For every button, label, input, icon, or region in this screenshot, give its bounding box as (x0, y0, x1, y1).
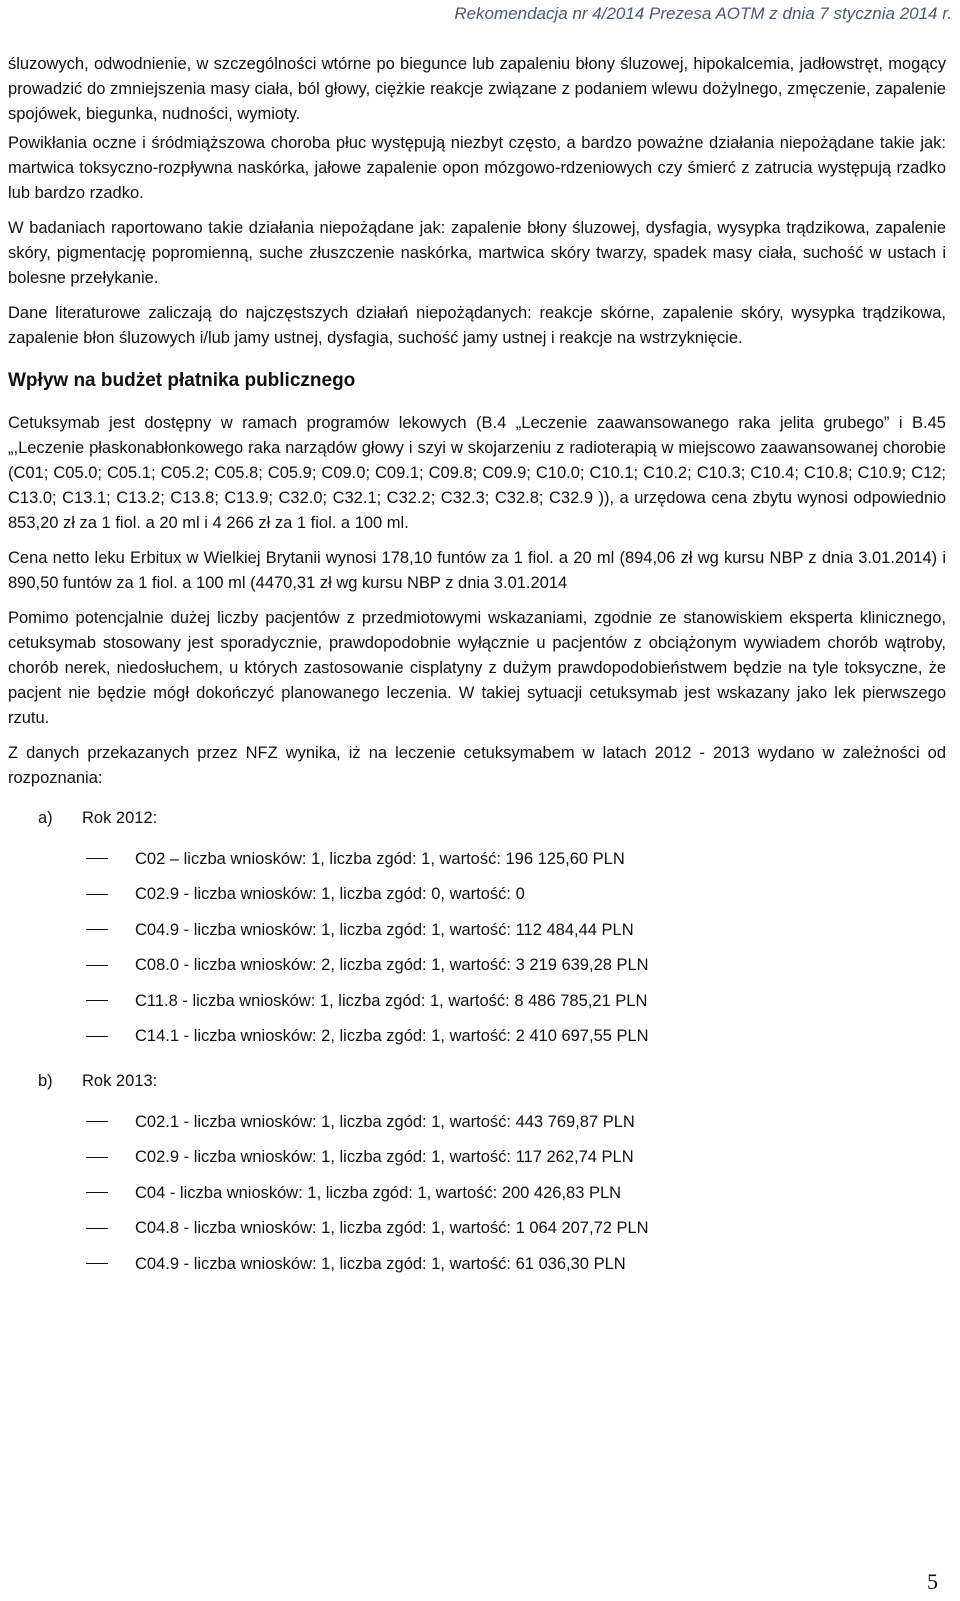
page-header: Rekomendacja nr 4/2014 Prezesa AOTM z dnia 7 stycznia 2014 r. (454, 4, 952, 23)
dash-bullet (86, 1157, 108, 1158)
list-marker: b) (38, 1072, 53, 1090)
list-item (8, 1211, 946, 1247)
year-item-2013 (8, 1068, 946, 1094)
dash-bullet (86, 1000, 108, 1001)
dash-bullet (86, 1192, 108, 1193)
dash-list-2012 (8, 841, 946, 1054)
list-item (8, 1019, 946, 1055)
list-item (8, 1175, 946, 1211)
dash-bullet (86, 858, 108, 859)
section-heading: Wpływ na budżet płatnika publicznego (8, 370, 356, 391)
list-item (8, 1246, 946, 1282)
paragraph-study-reports: W badaniach raportowano takie działania niepożądane jak: zapalenie błony śluzowej, dysfagia, wysypka trądzikowa, zapalenie skóry, pigmentację popromienną, suche złuszczenie naskórka, martwica skóry twarzy, spadek masy ciała, suchość w ustach i bolesne przełykanie. (8, 219, 946, 287)
page-number: 5 (927, 1569, 938, 1594)
list-marker: a) (38, 809, 53, 827)
list-item-text: C02.1 - liczba wniosków: 1, liczba zgód: 1, wartość: 443 769,87 PLN (135, 1112, 635, 1131)
dash-bullet (86, 1036, 108, 1037)
list-item (8, 877, 946, 913)
list-item (8, 1140, 946, 1176)
list-item-text: C11.8 - liczba wniosków: 1, liczba zgód: 1, wartość: 8 486 785,21 PLN (135, 991, 648, 1010)
list-item-text: C04.8 - liczba wniosków: 1, liczba zgód: 1, wartość: 1 064 207,72 PLN (135, 1219, 649, 1238)
list-item (8, 912, 946, 948)
list-item (8, 948, 946, 984)
list-item (8, 841, 946, 877)
list-item-text: C14.1 - liczba wniosków: 2, liczba zgód: 1, wartość: 2 410 697,55 PLN (135, 1027, 649, 1046)
list-item-text: C04.9 - liczba wniosków: 1, liczba zgód: 1, wartość: 61 036,30 PLN (135, 1254, 626, 1273)
list-item-text: C02 – liczba wniosków: 1, liczba zgód: 1, wartość: 196 125,60 PLN (135, 849, 625, 868)
list-item-text: C04 - liczba wniosków: 1, liczba zgód: 1, wartość: 200 426,83 PLN (135, 1183, 622, 1202)
paragraph-expert-opinion: Pomimo potencjalnie dużej liczby pacjentów z przedmiotowymi wskazaniami, zgodnie ze stanowiskiem eksperta klinicznego, cetuksymab stosowany jest sporadycznie, prawdopodobnie wyłącznie u pacjentów z obciążonym wywiadem chorób wątroby, chorób nerek, niedosłuchem, u których zastosowanie cisplatyny z dużym prawdopodobieństwem będzie na tyle toksyczne, że pacjent nie będzie mógł dokończyć planowanego leczenia. W takiej sytuacji cetuksymab jest wskazany jako lek pierwszego rzutu. (8, 609, 946, 727)
paragraph-eye-complications: Powikłania oczne i śródmiąższowa choroba płuc występują niezbyt często, a bardzo poważne działania niepożądane takie jak: martwica toksyczno-rozpływna naskórka, jałowe zapalenie opon mózgowo-rdzeniowych czy śmierć z zatrucia występują rzadko lub bardzo rzadko. (8, 134, 946, 202)
dash-bullet (86, 1228, 108, 1229)
year-label: Rok 2012: (82, 809, 158, 827)
year-label: Rok 2013: (82, 1072, 158, 1090)
paragraph-adverse-effects-continued: śluzowych, odwodnienie, w szczególności wtórne po biegunce lub zapaleniu błony śluzowej, hipokalcemia, jadłowstręt, mogący prowadzić do zmniejszenia masy ciała, ból głowy, ciężkie reakcje związane z podaniem wlewu dożylnego, zmęczenie, zapalenie spojówek, biegunka, nudności, wymioty. (8, 55, 946, 123)
paragraph-availability: Cetuksymab jest dostępny w ramach programów lekowych (B.4 „Leczenie zaawansowanego raka jelita grubego” i B.45 „,Leczenie płaskonabłonkowego raka narządów głowy i szyi w skojarzeniu z radioterapią w miejscowo zaawansowanej chorobie (C01; C05.0; C05.1; C05.2; C05.8; C05.9; C09.0; C09.1; C09.8; C09.9; C10.0; C10.1; C10.2; C10.3; C10.4; C10.8; C10.9; C12; C13.0; C13.1; C13.2; C13.8; C13.9; C32.0; C32.1; C32.2; C32.3; C32.8; C32.9 )), a urzędowa cena zbytu wynosi odpowiednio 853,20 zł za 1 fiol. a 20 ml i 4 266 zł za 1 fiol. a 100 ml. (8, 414, 946, 532)
dash-bullet (86, 1263, 108, 1264)
dash-list-2013 (8, 1104, 946, 1282)
dash-bullet (86, 894, 108, 895)
dash-bullet (86, 965, 108, 966)
year-item-2012 (8, 805, 946, 831)
paragraph-nfz-data: Z danych przekazanych przez NFZ wynika, iż na leczenie cetuksymabem w latach 2012 - 2013 wydano w zależności od rozpoznania: (8, 744, 946, 787)
year-list (8, 805, 946, 1282)
paragraph-literature-data: Dane literaturowe zaliczają do najczęstszych działań niepożądanych: reakcje skórne, zapalenie skóry, wysypka trądzikowa, zapalenie błon śluzowych i/lub jamy ustnej, dysfagia, suchość jamy ustnej i reakcje na wstrzyknięcie. (8, 304, 946, 347)
list-item (8, 1104, 946, 1140)
page-content (8, 52, 946, 1282)
list-item-text: C04.9 - liczba wniosków: 1, liczba zgód: 1, wartość: 112 484,44 PLN (135, 920, 634, 939)
paragraph-uk-price: Cena netto leku Erbitux w Wielkiej Brytanii wynosi 178,10 funtów za 1 fiol. a 20 ml (894,06 zł wg kursu NBP z dnia 3.01.2014) i 890,50 funtów za 1 fiol. a 100 ml (4470,31 zł wg kursu NBP z dnia 3.01.2014 (8, 549, 946, 592)
list-item-text: C08.0 - liczba wniosków: 2, liczba zgód: 1, wartość: 3 219 639,28 PLN (135, 956, 649, 975)
list-item-text: C02.9 - liczba wniosków: 1, liczba zgód: 0, wartość: 0 (135, 885, 525, 904)
dash-bullet (86, 1121, 108, 1122)
list-item-text: C02.9 - liczba wniosków: 1, liczba zgód: 1, wartość: 117 262,74 PLN (135, 1148, 634, 1167)
list-item (8, 983, 946, 1019)
dash-bullet (86, 929, 108, 930)
